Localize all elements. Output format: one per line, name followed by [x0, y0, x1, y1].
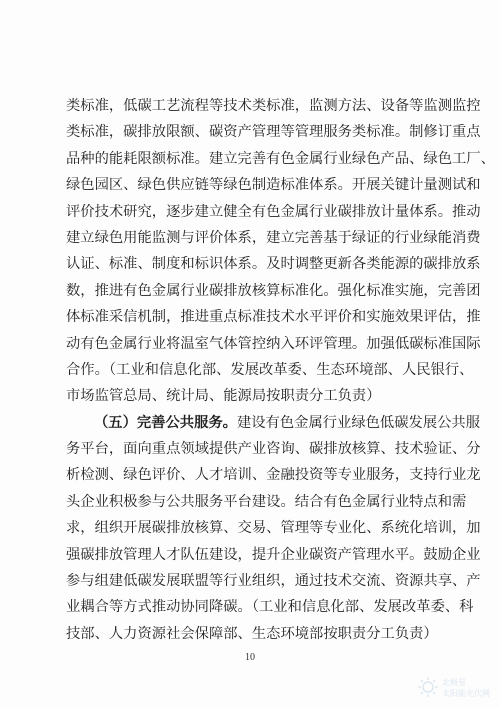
paragraph-line: 类标准，低碳工艺流程等技术类标准，监测方法、设备等监测监控 [66, 98, 481, 114]
paragraph-line: 析检测、绿色评价、人才培训、金融投资等专业服务，支持行业龙 [66, 467, 481, 484]
paragraph-line: 评价技术研究，逐步建立健全有色金属行业碳排放计量体系。推动 [66, 203, 481, 220]
svg-text:北极星: 北极星 [442, 678, 466, 687]
sun-logo-icon [416, 673, 494, 701]
paragraph-line: 务平台，面向重点领域提供产业咨询、碳排放核算、技术验证、分 [66, 441, 481, 458]
paragraph-line: 市场监管总局、统计局、能源局按职责分工负责） [66, 388, 381, 405]
paragraph-line: 品种的能耗限额标准。建立完善有色金属行业绿色产品、绿色工厂、 [66, 150, 495, 167]
paragraph-line: 动有色金属行业将温室气体管控纳入环评管理。加强低碳标准国际 [66, 335, 481, 352]
paragraph-line: 求，组织开展碳排放核算、交易、管理等专业化、系统化培训，加 [66, 520, 481, 537]
paragraph-line-rest: 建设有色金属行业绿色低碳发展公共服 [236, 414, 481, 431]
paragraph-line: 认证、标准、制度和标识体系。及时调整更新各类能源的碳排放系 [66, 256, 481, 273]
paragraph-line: 类标准，碳排放限额、碳资产管理等管理服务类标准。制修订重点 [66, 124, 481, 141]
section-first-line [66, 410, 481, 436]
paragraph-line: 合作。（工业和信息化部、发展改革委、生态环境部、人民银行、 [66, 361, 474, 378]
paragraph-line: 绿色园区、绿色供应链等绿色制造标准体系。开展关键计量测试和 [66, 177, 481, 194]
paragraph-line: 数，推进有色金属行业碳排放核算标准化。强化标准实施，完善团 [66, 282, 481, 299]
paragraph-line: 参与组建低碳发展联盟等行业组织，通过技术交流、资源共享、产 [66, 573, 481, 590]
section-heading: （五）完善公共服务。 [94, 414, 237, 431]
svg-text:太阳能光伏网: 太阳能光伏网 [442, 689, 490, 698]
paragraph-line: 建立绿色用能监测与评价体系，建立完善基于绿证的行业绿能消费 [66, 229, 481, 246]
paragraph-line: 强碳排放管理人才队伍建设，提升企业碳资产管理水平。鼓励企业 [66, 546, 481, 563]
paragraph-line: 业耦合等方式推动协同降碳。（工业和信息化部、发展改革委、科 [66, 599, 474, 616]
watermark [416, 673, 494, 701]
paragraph-line: 技部、人力资源社会保障部、生态环境部按职责分工负责） [66, 625, 438, 642]
page-number: 10 [245, 652, 255, 663]
paragraph-line: 头企业积极参与公共服务平台建设。结合有色金属行业特点和需 [66, 493, 467, 510]
body-text [66, 93, 495, 647]
paragraph-line: 体标准采信机制，推进重点标准技术水平评价和实施效果评估，推 [66, 309, 481, 326]
